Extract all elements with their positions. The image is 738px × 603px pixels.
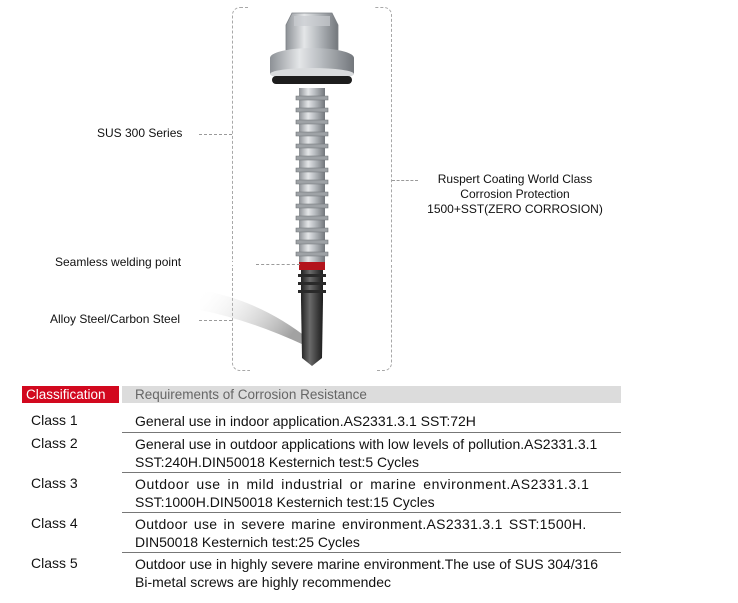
row-divider (122, 512, 621, 513)
header-classification: Classification (22, 386, 119, 403)
label-seamless-welding-point: Seamless welding point (55, 255, 182, 269)
label-ruspert-coating (410, 172, 620, 217)
requirement-line: SST:240H.DIN50018 Kesternich test:5 Cycles (135, 454, 420, 470)
requirement-line: General use in indoor application.AS2331.3.1 SST:72H (135, 413, 476, 429)
class-label: Class 4 (31, 515, 78, 531)
label-alloy-steel: Alloy Steel/Carbon Steel (50, 312, 181, 326)
requirement-line: SST:1000H.DIN50018 Kesternich test:15 Cycles (135, 494, 435, 510)
requirement-line: Outdoor use in highly severe marine environment.The use of SUS 304/316 (135, 556, 599, 572)
row-divider (122, 432, 621, 433)
requirement-text (135, 435, 621, 471)
leader-line-alloy (199, 320, 232, 321)
requirement-line: Outdoor use in severe marine environment.AS2331.3.1 SST:1500H. (135, 516, 587, 532)
requirement-line: DIN50018 Kesternich test:25 Cycles (135, 534, 360, 550)
requirement-line: Outdoor use in mild industrial or marine environment.AS2331.3.1 (135, 476, 590, 492)
class-label: Class 3 (31, 475, 78, 491)
row-divider (122, 472, 621, 473)
requirement-line: General use in outdoor applications with low levels of pollution.AS2331.3.1 (135, 436, 598, 452)
coating-line-3: 1500+SST(ZERO CORROSION) (427, 202, 603, 216)
requirement-line: Bi-metal screws are highly recommendec (135, 574, 391, 590)
leader-line-weld (256, 264, 300, 265)
self-drilling-screw-image (200, 0, 420, 380)
class-label: Class 1 (31, 412, 78, 428)
requirement-text (135, 475, 621, 511)
coating-line-2: Corrosion Protection (460, 187, 570, 201)
requirement-text (135, 515, 621, 551)
requirement-text (135, 555, 621, 591)
row-divider (122, 552, 621, 553)
header-requirements: Requirements of Corrosion Resistance (122, 386, 621, 403)
class-label: Class 5 (31, 555, 78, 571)
label-sus-300-series: SUS 300 Series (97, 126, 183, 140)
requirement-text (135, 412, 621, 430)
class-label: Class 2 (31, 435, 78, 451)
coating-line-1: Ruspert Coating World Class (437, 172, 593, 186)
leader-line-sus (199, 134, 232, 135)
